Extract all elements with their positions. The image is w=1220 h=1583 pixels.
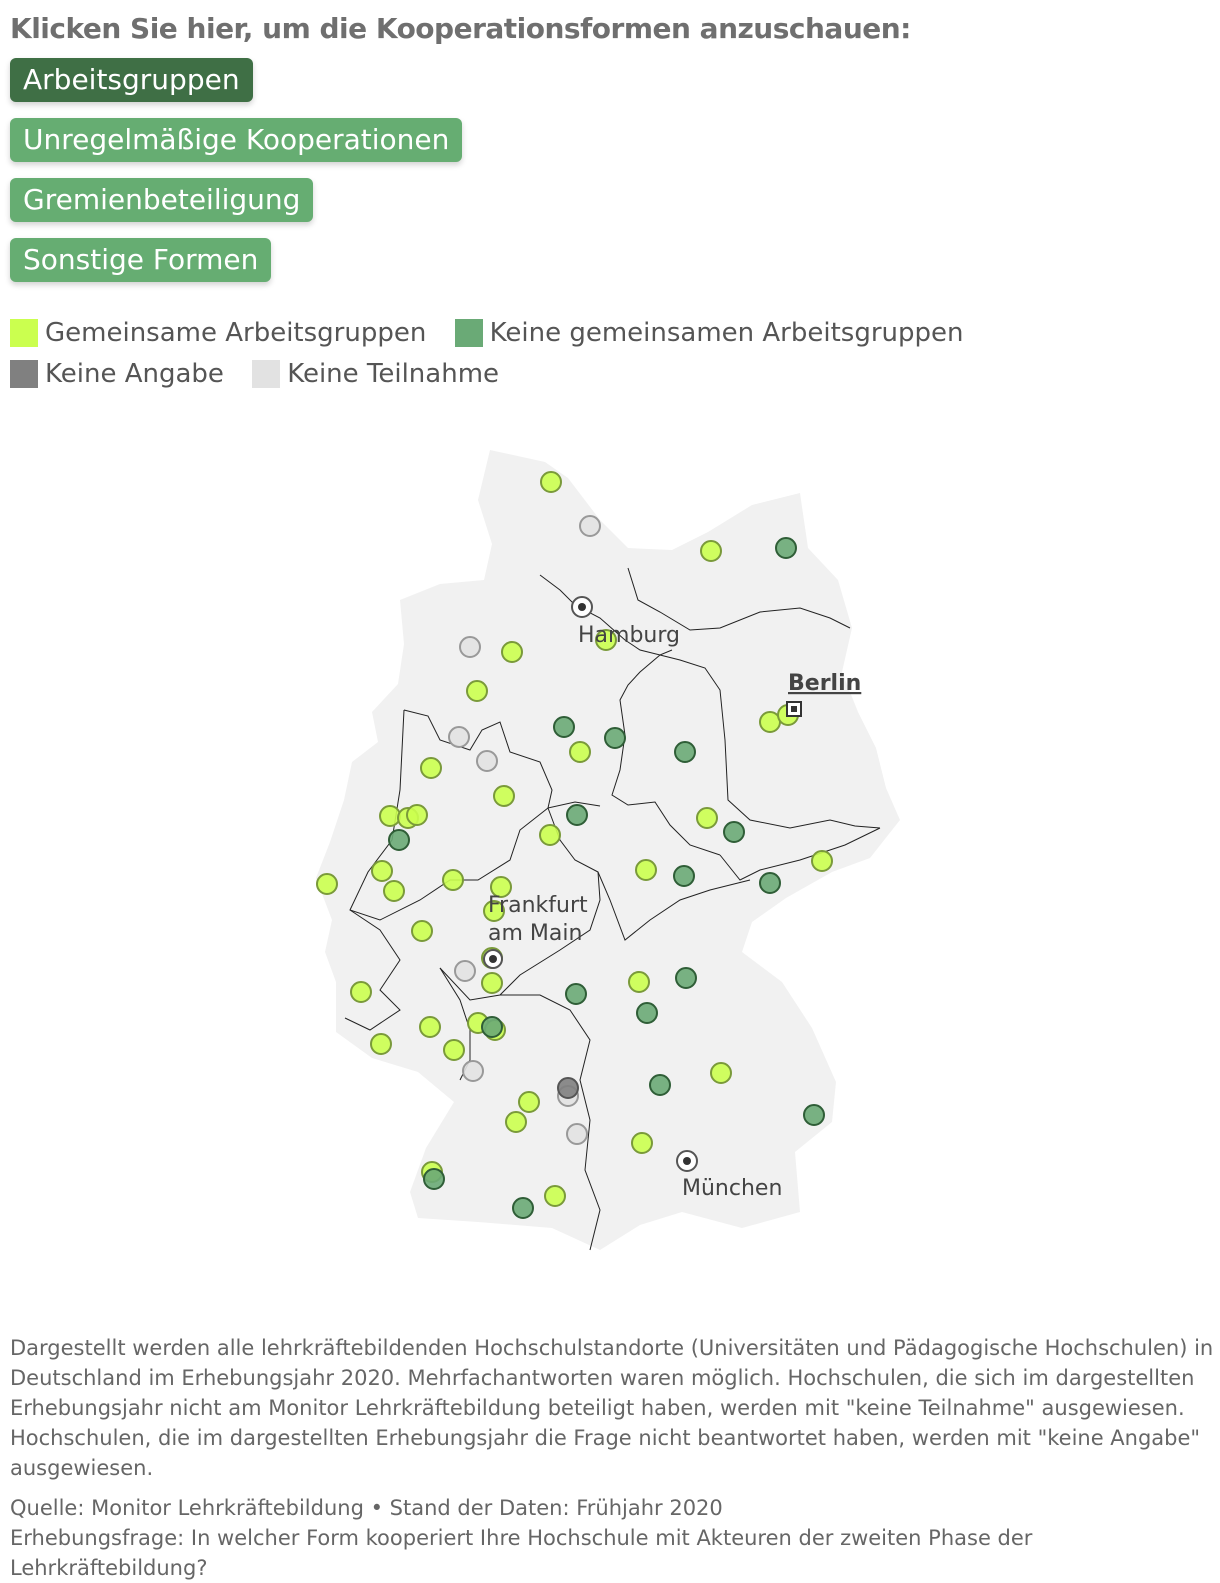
marker-gemeinsame-arbeitsgruppen[interactable]	[697, 808, 717, 828]
marker-keine-gemeinsamen-arbeitsgruppen[interactable]	[776, 538, 796, 558]
marker-gemeinsame-arbeitsgruppen[interactable]	[812, 851, 832, 871]
marker-keine-teilnahme[interactable]	[477, 751, 497, 771]
source-line: Quelle: Monitor Lehrkräftebildung • Stand der Daten: Frühjahr 2020	[10, 1496, 723, 1520]
marker-keine-gemeinsamen-arbeitsgruppen[interactable]	[389, 830, 409, 850]
marker-keine-gemeinsamen-arbeitsgruppen[interactable]	[554, 717, 574, 737]
city-label-muenchen: München	[682, 1176, 783, 1201]
marker-gemeinsame-arbeitsgruppen[interactable]	[502, 642, 522, 662]
page-prompt: Klicken Sie hier, um die Kooperationsformen anzuschauen:	[10, 12, 911, 45]
marker-keine-gemeinsamen-arbeitsgruppen[interactable]	[482, 1017, 502, 1037]
legend-swatch-gemeinsame	[10, 319, 38, 347]
marker-keine-gemeinsamen-arbeitsgruppen[interactable]	[566, 984, 586, 1004]
legend-swatch-keine-angabe	[10, 360, 38, 388]
marker-keine-angabe[interactable]	[558, 1078, 578, 1098]
marker-keine-teilnahme[interactable]	[460, 637, 480, 657]
city-dot-muenchen	[683, 1157, 691, 1165]
marker-gemeinsame-arbeitsgruppen[interactable]	[467, 681, 487, 701]
legend-label-keine-teilnahme: Keine Teilnahme	[287, 359, 500, 389]
marker-gemeinsame-arbeitsgruppen[interactable]	[407, 805, 427, 825]
germany-outline	[316, 450, 900, 1250]
marker-gemeinsame-arbeitsgruppen[interactable]	[443, 870, 463, 890]
button-sonstige-formen[interactable]: Sonstige Formen	[10, 238, 271, 282]
marker-gemeinsame-arbeitsgruppen[interactable]	[701, 541, 721, 561]
legend-label-keine-gemeinsamen: Keine gemeinsamen Arbeitsgruppen	[489, 318, 964, 348]
city-label-hamburg: Hamburg	[578, 623, 680, 648]
marker-keine-gemeinsamen-arbeitsgruppen[interactable]	[605, 728, 625, 748]
marker-gemeinsame-arbeitsgruppen[interactable]	[421, 758, 441, 778]
city-label-frankfurt-2: am Main	[488, 921, 583, 946]
marker-gemeinsame-arbeitsgruppen[interactable]	[541, 472, 561, 492]
city-dot-frankfurt	[489, 955, 497, 963]
marker-keine-gemeinsamen-arbeitsgruppen[interactable]	[674, 866, 694, 886]
footnote: Dargestellt werden alle lehrkräftebildenden Hochschulstandorte (Universitäten und Pädagogische Hochschulen) in Deutschland im Erhebungsjahr 2020. Mehrfachantworten waren möglich. Hochschulen, die sich im dargestellten Erhebungsjahr nicht am Monitor Lehrkräftebildung beteiligt haben, werden mit "keine Teilnahme" ausgewiesen. Hochschulen, die im dargestellten Erhebungsjahr die Frage nicht beantwortet haben, werden mit "keine Angabe" ausgewiesen.	[10, 1336, 1214, 1480]
marker-keine-gemeinsamen-arbeitsgruppen[interactable]	[760, 873, 780, 893]
city-label-berlin: Berlin	[788, 671, 862, 696]
city-label-frankfurt-1: Frankfurt	[488, 893, 588, 918]
marker-gemeinsame-arbeitsgruppen[interactable]	[444, 1040, 464, 1060]
marker-keine-teilnahme[interactable]	[463, 1061, 483, 1081]
marker-gemeinsame-arbeitsgruppen[interactable]	[506, 1112, 526, 1132]
source-block	[10, 1493, 1215, 1583]
city-dot-hamburg	[578, 603, 586, 611]
marker-gemeinsame-arbeitsgruppen[interactable]	[482, 973, 502, 993]
legend	[10, 313, 1210, 395]
marker-keine-teilnahme[interactable]	[580, 516, 600, 536]
legend-swatch-keine-teilnahme	[252, 360, 280, 388]
legend-item-keine-teilnahme	[252, 354, 499, 394]
city-marker-berlin-inner	[791, 706, 797, 712]
marker-keine-teilnahme[interactable]	[455, 961, 475, 981]
marker-keine-gemeinsamen-arbeitsgruppen[interactable]	[637, 1003, 657, 1023]
button-unregelmaessige-kooperationen[interactable]: Unregelmäßige Kooperationen	[10, 118, 462, 162]
marker-gemeinsame-arbeitsgruppen[interactable]	[371, 1034, 391, 1054]
marker-keine-teilnahme[interactable]	[449, 727, 469, 747]
marker-keine-teilnahme[interactable]	[567, 1124, 587, 1144]
marker-gemeinsame-arbeitsgruppen[interactable]	[494, 786, 514, 806]
legend-label-keine-angabe: Keine Angabe	[45, 359, 224, 389]
legend-label-gemeinsame: Gemeinsame Arbeitsgruppen	[45, 318, 427, 348]
marker-keine-gemeinsamen-arbeitsgruppen[interactable]	[724, 822, 744, 842]
marker-gemeinsame-arbeitsgruppen[interactable]	[629, 972, 649, 992]
marker-gemeinsame-arbeitsgruppen[interactable]	[570, 742, 590, 762]
marker-keine-gemeinsamen-arbeitsgruppen[interactable]	[567, 805, 587, 825]
marker-gemeinsame-arbeitsgruppen[interactable]	[380, 806, 400, 826]
button-arbeitsgruppen[interactable]: Arbeitsgruppen	[10, 58, 253, 102]
marker-gemeinsame-arbeitsgruppen[interactable]	[420, 1017, 440, 1037]
legend-item-keine-gemeinsamen	[455, 313, 964, 353]
marker-gemeinsame-arbeitsgruppen[interactable]	[384, 881, 404, 901]
marker-gemeinsame-arbeitsgruppen[interactable]	[711, 1063, 731, 1083]
marker-gemeinsame-arbeitsgruppen[interactable]	[540, 825, 560, 845]
marker-keine-gemeinsamen-arbeitsgruppen[interactable]	[675, 742, 695, 762]
marker-keine-gemeinsamen-arbeitsgruppen[interactable]	[513, 1198, 533, 1218]
marker-gemeinsame-arbeitsgruppen[interactable]	[519, 1092, 539, 1112]
marker-gemeinsame-arbeitsgruppen[interactable]	[545, 1186, 565, 1206]
marker-keine-gemeinsamen-arbeitsgruppen[interactable]	[650, 1075, 670, 1095]
marker-gemeinsame-arbeitsgruppen[interactable]	[632, 1133, 652, 1153]
legend-swatch-keine-gemeinsamen	[455, 319, 483, 347]
legend-item-gemeinsame	[10, 313, 426, 353]
marker-keine-gemeinsamen-arbeitsgruppen[interactable]	[676, 968, 696, 988]
marker-keine-gemeinsamen-arbeitsgruppen[interactable]	[424, 1169, 444, 1189]
marker-gemeinsame-arbeitsgruppen[interactable]	[372, 861, 392, 881]
marker-gemeinsame-arbeitsgruppen[interactable]	[351, 982, 371, 1002]
marker-keine-gemeinsamen-arbeitsgruppen[interactable]	[804, 1105, 824, 1125]
marker-gemeinsame-arbeitsgruppen[interactable]	[636, 860, 656, 880]
legend-item-keine-angabe	[10, 354, 224, 394]
survey-question: Erhebungsfrage: In welcher Form kooperiert Ihre Hochschule mit Akteuren der zweiten Phase der Lehrkräftebildung?	[10, 1526, 1033, 1580]
button-gremienbeteiligung[interactable]: Gremienbeteiligung	[10, 178, 313, 222]
marker-gemeinsame-arbeitsgruppen[interactable]	[317, 874, 337, 894]
germany-map	[0, 430, 1220, 1300]
marker-gemeinsame-arbeitsgruppen[interactable]	[412, 921, 432, 941]
